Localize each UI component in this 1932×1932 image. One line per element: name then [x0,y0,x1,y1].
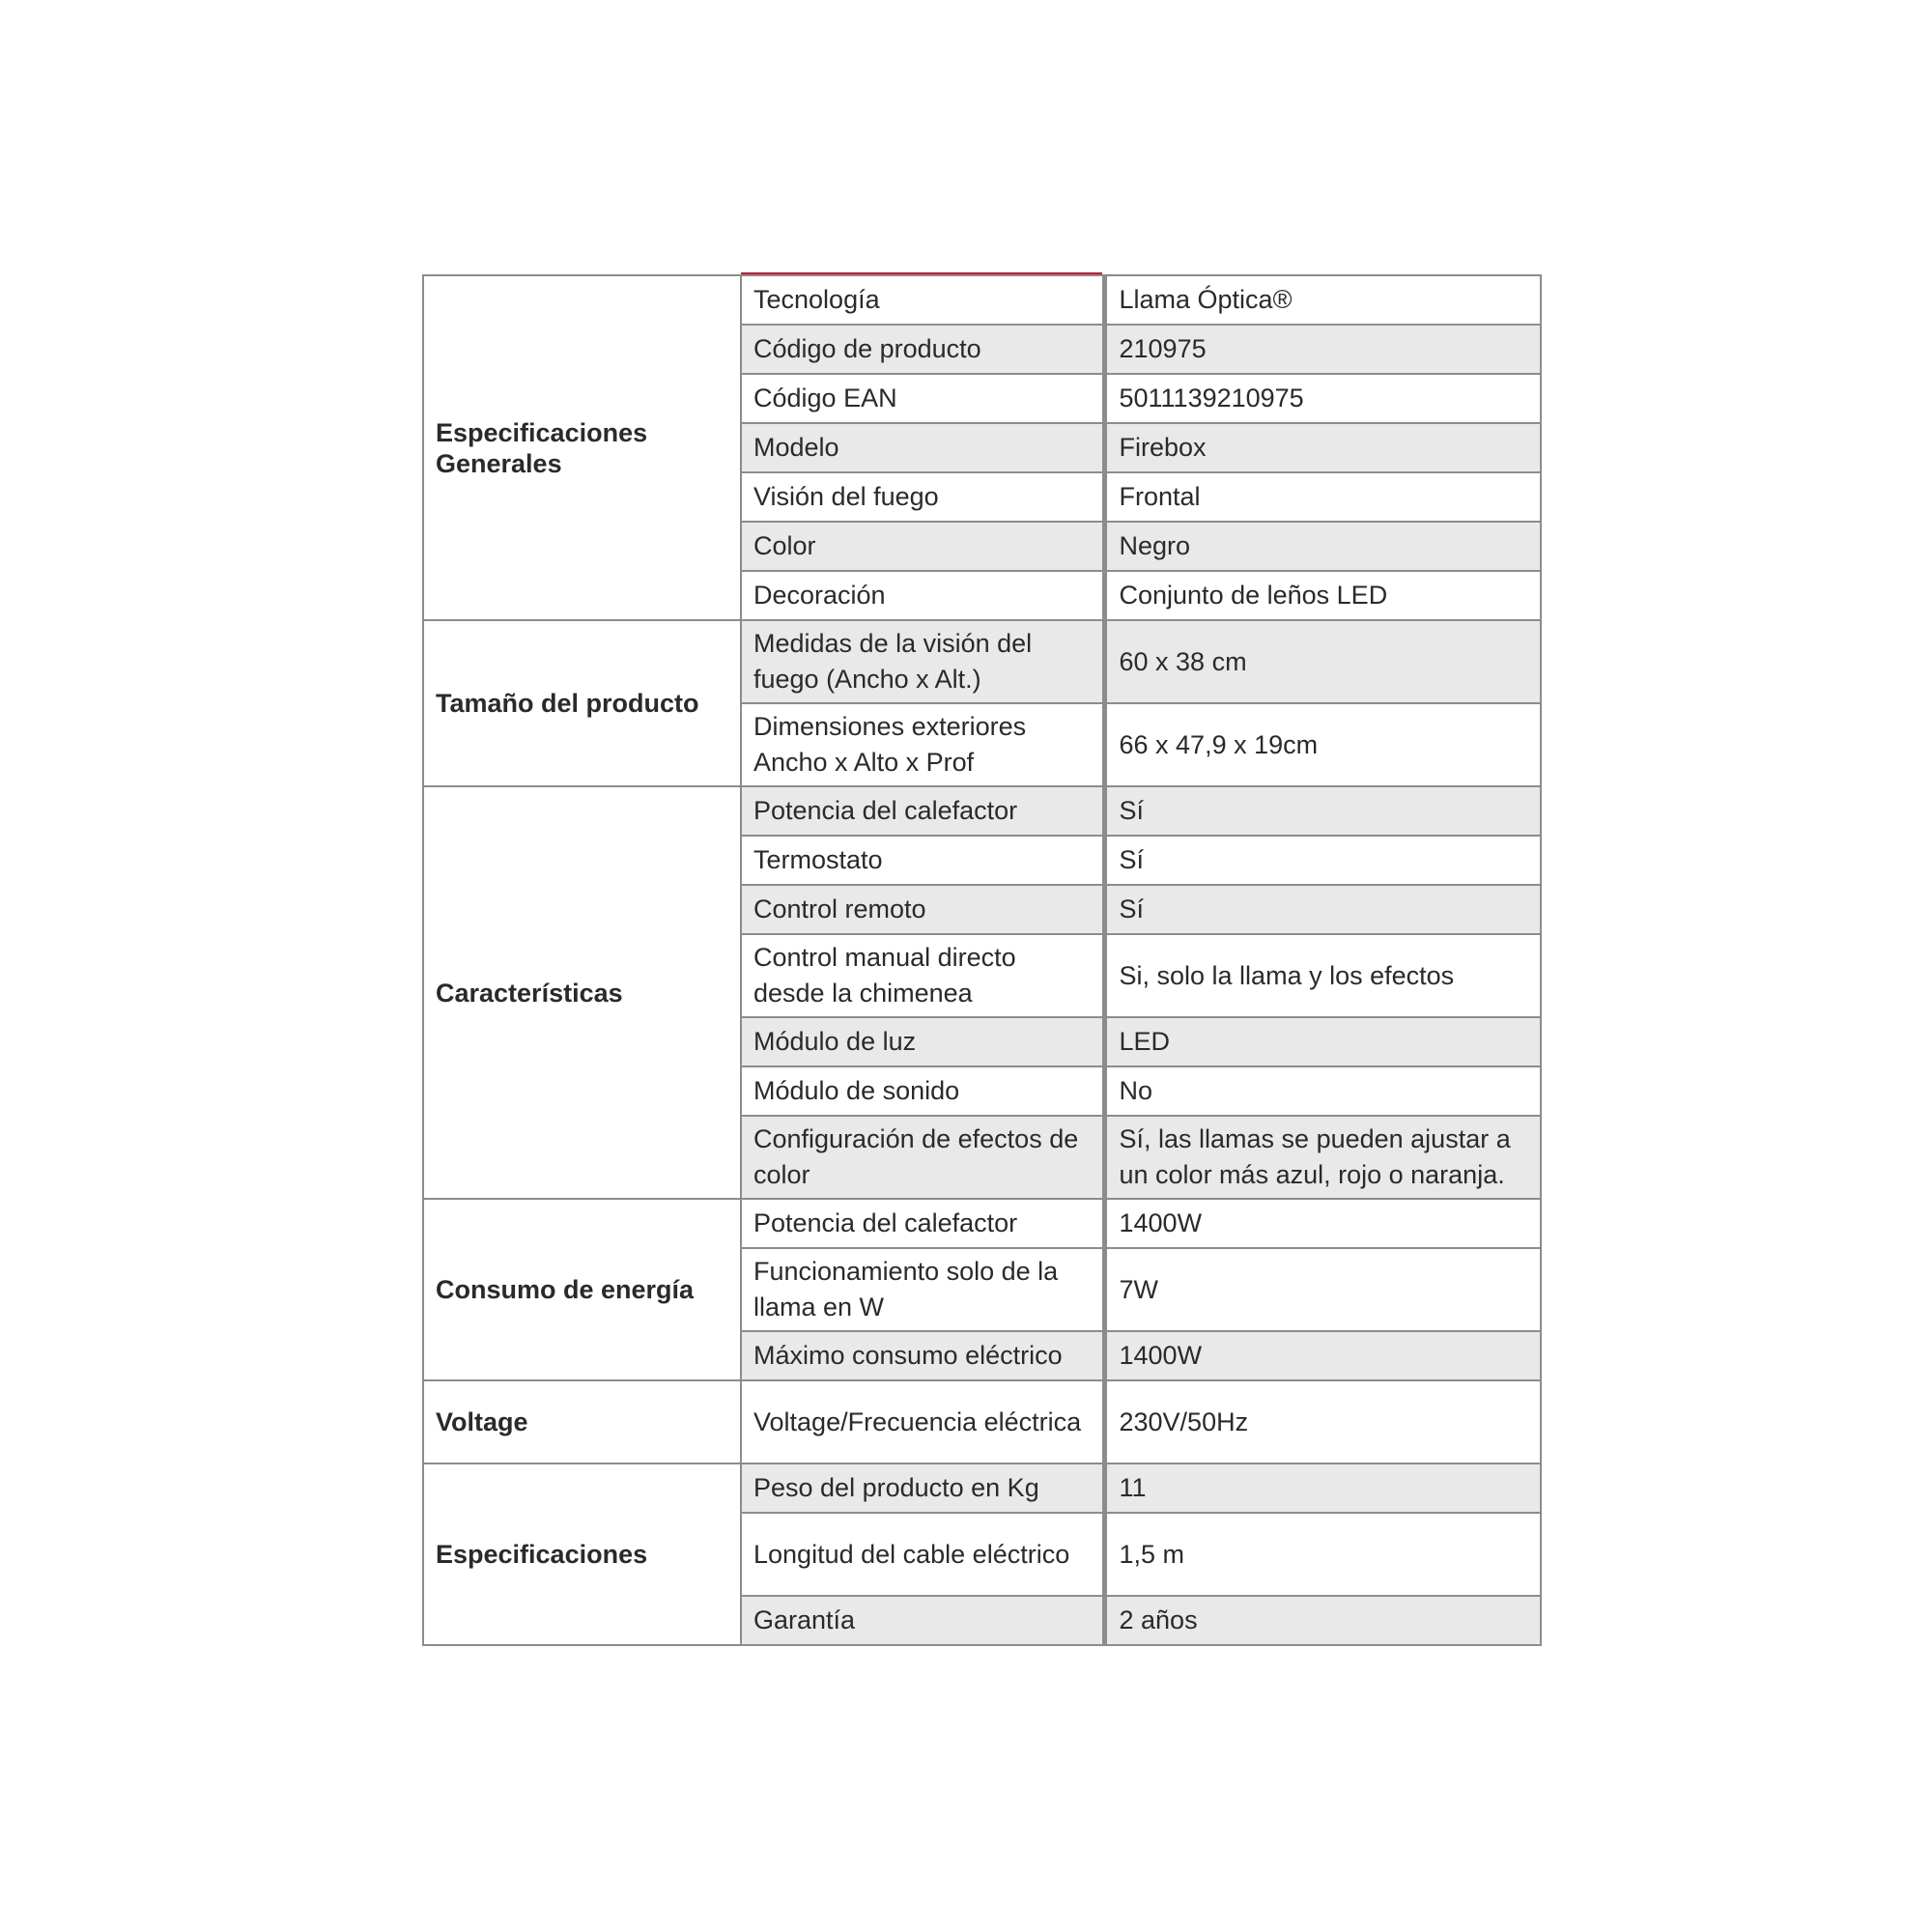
spec-value: 60 x 38 cm [1104,620,1541,703]
group-label: Tamaño del producto [423,620,741,786]
spec-value: No [1104,1066,1541,1116]
spec-value: Si, solo la llama y los efectos [1104,934,1541,1017]
spec-value: 2 años [1104,1596,1541,1645]
spec-label: Medidas de la visión del fuego (Ancho x Alt.) [741,620,1104,703]
spec-label: Control remoto [741,885,1104,934]
spec-value: Frontal [1104,472,1541,522]
table-row [423,1380,1541,1463]
spec-value: 1,5 m [1104,1513,1541,1596]
spec-label: Termostato [741,836,1104,885]
spec-label: Funcionamiento solo de la llama en W [741,1248,1104,1331]
spec-label: Código de producto [741,325,1104,374]
table-row [423,786,1541,836]
group-label: Consumo de energía [423,1199,741,1380]
table-row [423,1199,1541,1248]
spec-table-body [423,275,1541,1645]
spec-label: Módulo de luz [741,1017,1104,1066]
spec-label: Decoración [741,571,1104,620]
group-label: Especificaciones [423,1463,741,1645]
spec-value: 210975 [1104,325,1541,374]
table-row [423,275,1541,325]
spec-value: Sí [1104,786,1541,836]
spec-value: Sí [1104,885,1541,934]
group-label: Especificaciones Generales [423,275,741,620]
spec-label: Garantía [741,1596,1104,1645]
group-label: Voltage [423,1380,741,1463]
spec-label: Configuración de efectos de color [741,1116,1104,1199]
table-row [423,620,1541,703]
spec-label: Color [741,522,1104,571]
spec-label: Control manual directo desde la chimenea [741,934,1104,1017]
spec-label: Dimensiones exteriores Ancho x Alto x Prof [741,703,1104,786]
spec-label: Tecnología [741,275,1104,325]
spec-label: Potencia del calefactor [741,786,1104,836]
spec-value: 7W [1104,1248,1541,1331]
spec-value: Sí [1104,836,1541,885]
table-row [423,1463,1541,1513]
spec-value: Negro [1104,522,1541,571]
spec-label: Potencia del calefactor [741,1199,1104,1248]
spec-value: 11 [1104,1463,1541,1513]
spec-value: 1400W [1104,1199,1541,1248]
spec-table [422,274,1542,1646]
spec-label: Módulo de sonido [741,1066,1104,1116]
spec-label: Código EAN [741,374,1104,423]
spec-label: Máximo consumo eléctrico [741,1331,1104,1380]
group-label: Características [423,786,741,1199]
spec-value: 5011139210975 [1104,374,1541,423]
spec-value: Sí, las llamas se pueden ajustar a un color más azul, rojo o naranja. [1104,1116,1541,1199]
spec-value: Conjunto de leños LED [1104,571,1541,620]
spec-value: LED [1104,1017,1541,1066]
spec-value: Llama Óptica® [1104,275,1541,325]
spec-value: 66 x 47,9 x 19cm [1104,703,1541,786]
spec-label: Modelo [741,423,1104,472]
spec-value: 1400W [1104,1331,1541,1380]
spec-value: 230V/50Hz [1104,1380,1541,1463]
spec-label: Longitud del cable eléctrico [741,1513,1104,1596]
spec-label: Voltage/Frecuencia eléctrica [741,1380,1104,1463]
spec-value: Firebox [1104,423,1541,472]
spec-label: Peso del producto en Kg [741,1463,1104,1513]
spec-label: Visión del fuego [741,472,1104,522]
